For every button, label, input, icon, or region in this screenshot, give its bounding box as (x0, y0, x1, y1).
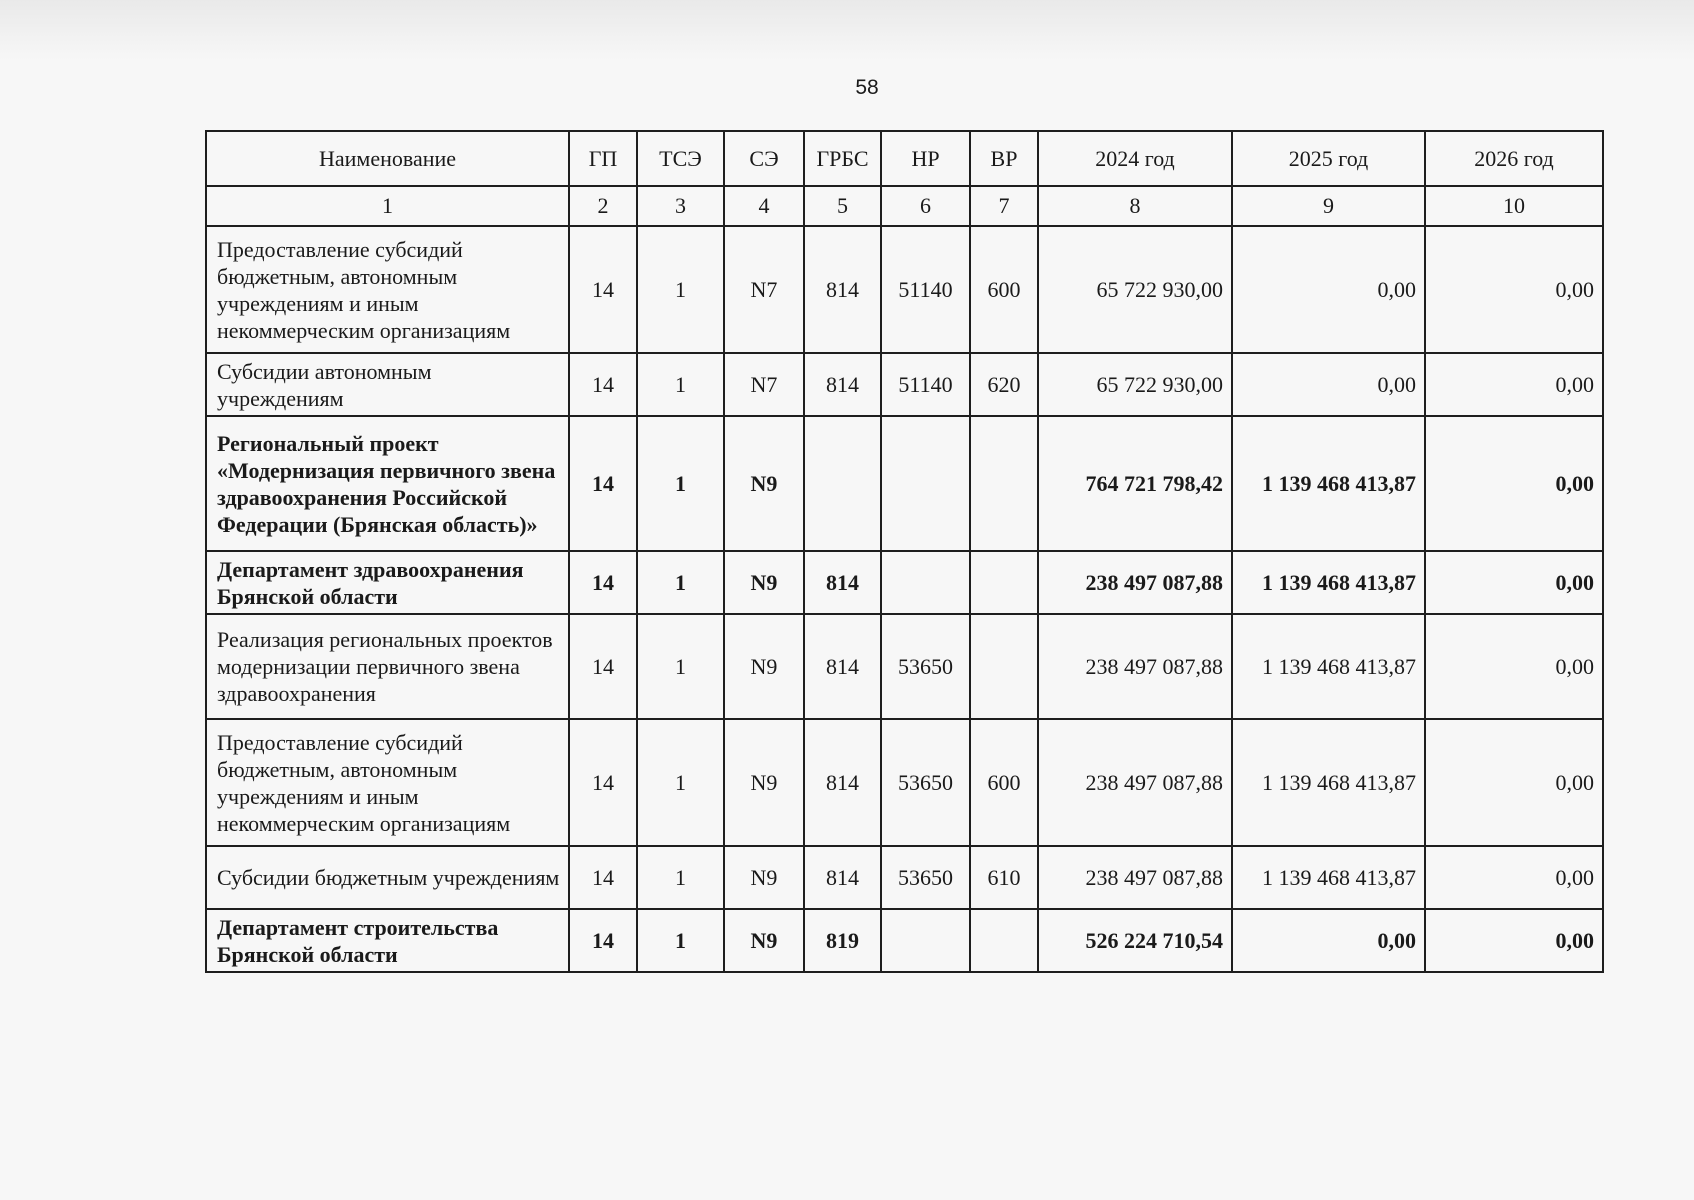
table-row (206, 909, 1603, 972)
cell-nr: 51140 (881, 226, 970, 353)
cell-se: N9 (724, 846, 804, 909)
cell-gp: 14 (569, 353, 637, 416)
header-vr: ВР (970, 131, 1038, 186)
page-number: 58 (855, 76, 879, 99)
cell-tse: 1 (637, 226, 724, 353)
header-tse: ТСЭ (637, 131, 724, 186)
cell-gp: 14 (569, 226, 637, 353)
column-number: 2 (569, 186, 637, 226)
cell-2026: 0,00 (1425, 846, 1603, 909)
cell-grbs: 814 (804, 551, 881, 614)
cell-2024: 764 721 798,42 (1038, 416, 1232, 551)
cell-2026: 0,00 (1425, 719, 1603, 846)
cell-2025: 0,00 (1232, 226, 1425, 353)
header-gp: ГП (569, 131, 637, 186)
table-row (206, 226, 1603, 353)
cell-grbs: 819 (804, 909, 881, 972)
cell-se: N9 (724, 909, 804, 972)
header-2024: 2024 год (1038, 131, 1232, 186)
cell-nr: 53650 (881, 614, 970, 719)
cell-nr (881, 551, 970, 614)
cell-grbs: 814 (804, 846, 881, 909)
cell-tse: 1 (637, 416, 724, 551)
table-row (206, 719, 1603, 846)
cell-tse: 1 (637, 551, 724, 614)
cell-vr: 600 (970, 719, 1038, 846)
cell-se: N9 (724, 551, 804, 614)
cell-2026: 0,00 (1425, 909, 1603, 972)
cell-2025: 1 139 468 413,87 (1232, 846, 1425, 909)
cell-2025: 1 139 468 413,87 (1232, 614, 1425, 719)
cell-gp: 14 (569, 846, 637, 909)
cell-2024: 65 722 930,00 (1038, 353, 1232, 416)
header-2026: 2026 год (1425, 131, 1603, 186)
cell-grbs: 814 (804, 226, 881, 353)
cell-se: N7 (724, 353, 804, 416)
header-2025: 2025 год (1232, 131, 1425, 186)
cell-2024: 238 497 087,88 (1038, 719, 1232, 846)
row-name: Предоставление субсидий бюджетным, автономным учреждениям и иным некоммерческим организациям (206, 719, 569, 846)
cell-tse: 1 (637, 909, 724, 972)
header-row (206, 131, 1603, 186)
header-name: Наименование (206, 131, 569, 186)
cell-grbs (804, 416, 881, 551)
cell-vr (970, 909, 1038, 972)
cell-2026: 0,00 (1425, 614, 1603, 719)
cell-se: N9 (724, 719, 804, 846)
cell-2025: 1 139 468 413,87 (1232, 416, 1425, 551)
row-name: Департамент здравоохранения Брянской области (206, 551, 569, 614)
table-row (206, 614, 1603, 719)
column-number: 1 (206, 186, 569, 226)
cell-se: N7 (724, 226, 804, 353)
cell-vr (970, 614, 1038, 719)
cell-2024: 238 497 087,88 (1038, 846, 1232, 909)
cell-vr (970, 416, 1038, 551)
cell-2026: 0,00 (1425, 416, 1603, 551)
scan-shading (0, 0, 1694, 60)
row-name: Предоставление субсидий бюджетным, автономным учреждениям и иным некоммерческим организациям (206, 226, 569, 353)
row-name: Департамент строительства Брянской области (206, 909, 569, 972)
cell-2024: 526 224 710,54 (1038, 909, 1232, 972)
table-row (206, 846, 1603, 909)
header-nr: НР (881, 131, 970, 186)
cell-vr (970, 551, 1038, 614)
cell-nr (881, 416, 970, 551)
row-name: Реализация региональных проектов модернизации первичного звена здравоохранения (206, 614, 569, 719)
cell-grbs: 814 (804, 353, 881, 416)
cell-2026: 0,00 (1425, 551, 1603, 614)
cell-vr: 610 (970, 846, 1038, 909)
row-name: Региональный проект «Модернизация первичного звена здравоохранения Российской Федерации (Брянская область)» (206, 416, 569, 551)
row-name: Субсидии автономным учреждениям (206, 353, 569, 416)
column-number: 5 (804, 186, 881, 226)
cell-gp: 14 (569, 909, 637, 972)
cell-vr: 620 (970, 353, 1038, 416)
cell-tse: 1 (637, 353, 724, 416)
header-se: СЭ (724, 131, 804, 186)
cell-tse: 1 (637, 719, 724, 846)
cell-nr: 53650 (881, 719, 970, 846)
cell-2025: 0,00 (1232, 909, 1425, 972)
column-number-row (206, 186, 1603, 226)
table-row (206, 551, 1603, 614)
column-number: 10 (1425, 186, 1603, 226)
cell-grbs: 814 (804, 719, 881, 846)
budget-table (205, 130, 1604, 973)
column-number: 6 (881, 186, 970, 226)
column-number: 7 (970, 186, 1038, 226)
column-number: 3 (637, 186, 724, 226)
cell-gp: 14 (569, 614, 637, 719)
cell-2026: 0,00 (1425, 226, 1603, 353)
cell-gp: 14 (569, 416, 637, 551)
cell-nr: 53650 (881, 846, 970, 909)
cell-2025: 1 139 468 413,87 (1232, 551, 1425, 614)
cell-gp: 14 (569, 719, 637, 846)
cell-nr (881, 909, 970, 972)
cell-se: N9 (724, 614, 804, 719)
column-number: 8 (1038, 186, 1232, 226)
column-number: 9 (1232, 186, 1425, 226)
table-row (206, 353, 1603, 416)
column-number: 4 (724, 186, 804, 226)
cell-tse: 1 (637, 846, 724, 909)
cell-gp: 14 (569, 551, 637, 614)
cell-vr: 600 (970, 226, 1038, 353)
cell-2024: 65 722 930,00 (1038, 226, 1232, 353)
cell-2024: 238 497 087,88 (1038, 551, 1232, 614)
header-grbs: ГРБС (804, 131, 881, 186)
cell-2025: 1 139 468 413,87 (1232, 719, 1425, 846)
cell-nr: 51140 (881, 353, 970, 416)
cell-2026: 0,00 (1425, 353, 1603, 416)
cell-se: N9 (724, 416, 804, 551)
table-row (206, 416, 1603, 551)
row-name: Субсидии бюджетным учреждениям (206, 846, 569, 909)
cell-2025: 0,00 (1232, 353, 1425, 416)
cell-tse: 1 (637, 614, 724, 719)
cell-grbs: 814 (804, 614, 881, 719)
cell-2024: 238 497 087,88 (1038, 614, 1232, 719)
